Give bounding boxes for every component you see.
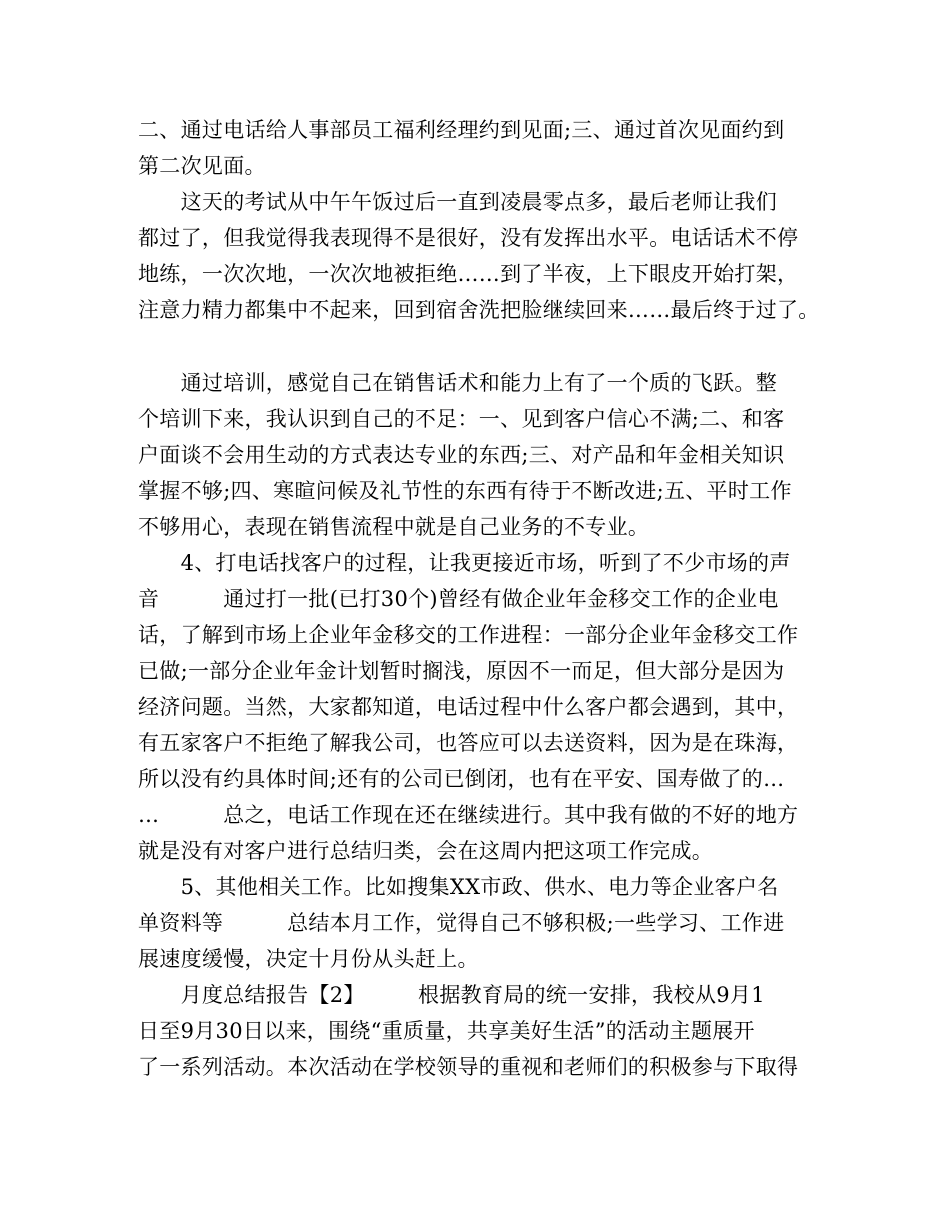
text-line-14: 话，了解到市场上企业年金移交的工作进程：一部分企业年金移交工作 — [138, 623, 799, 647]
text-line-21: 5、其他相关工作。比如搜集XX市政、供水、电力等企业客户名 — [138, 875, 779, 899]
text-line-17: 有五家客户不拒绝了解我公司，也答应可以去送资料，因为是在珠海， — [138, 731, 799, 755]
text-line-10: 掌握不够;四、寒暄问候及礼节性的东西有待于不断改进;五、平时工作 — [138, 479, 792, 503]
text-line-19: … 总之，电话工作现在还在继续进行。其中我有做的不好的地方 — [138, 803, 799, 827]
text-line-3: 这天的考试从中午午饭过后一直到凌晨零点多，最后老师让我们 — [138, 190, 777, 214]
text-line-2: 第二次见面。 — [138, 154, 266, 178]
text-line-23: 展速度缓慢，决定十月份从头赶上。 — [138, 947, 479, 971]
text-line-15: 已做;一部分企业年金计划暂时搁浅，原因不一而足，但大部分是因为 — [138, 659, 785, 683]
text-line-12: 4、打电话找客户的过程，让我更接近市场，听到了不少市场的声 — [138, 551, 791, 575]
text-line-18: 所以没有约具体时间;还有的公司已倒闭，也有在平安、国寿做了的… — [138, 767, 785, 791]
text-line-8: 个培训下来，我认识到自己的不足：一、见到客户信心不满;二、和客 — [138, 407, 785, 431]
text-line-24: 月度总结报告【2】 根据教育局的统一安排，我校从9月1 — [138, 983, 765, 1007]
text-line-7: 通过培训，感觉自己在销售话术和能力上有了一个质的飞跃。整 — [138, 371, 777, 395]
text-line-1: 二、通过电话给人事部员工福利经理约到见面;三、通过首次见面约到 — [138, 118, 785, 142]
text-line-6: 注意力精力都集中不起来，回到宿舍洗把脸继续回来……最后终于过了。 — [138, 298, 820, 322]
text-line-13: 音 通过打一批(已打30个)曾经有做企业年金移交工作的企业电 — [138, 587, 779, 611]
text-line-16: 经济问题。当然，大家都知道，电话过程中什么客户都会遇到，其中， — [138, 695, 799, 719]
text-line-4: 都过了，但我觉得我表现得不是很好，没有发挥出水平。电话话术不停 — [138, 226, 799, 250]
text-line-20: 就是没有对客户进行总结归类，会在这周内把这项工作完成。 — [138, 839, 714, 863]
text-line-25: 日至9月30日以来，围绕“重质量，共享美好生活”的活动主题展开 — [138, 1019, 755, 1043]
text-line-22: 单资料等 总结本月工作，觉得自己不够积极;一些学习、工作进 — [138, 911, 785, 935]
text-line-9: 户面谈不会用生动的方式表达专业的东西;三、对产品和年金相关知识 — [138, 443, 785, 467]
text-line-5: 地练，一次次地，一次次地被拒绝……到了半夜，上下眼皮开始打架， — [138, 262, 799, 286]
text-line-26: 了一系列活动。本次活动在学校领导的重视和老师们的积极参与下取得 — [138, 1055, 799, 1079]
text-line-11: 不够用心，表现在销售流程中就是自己业务的不专业。 — [138, 515, 650, 539]
